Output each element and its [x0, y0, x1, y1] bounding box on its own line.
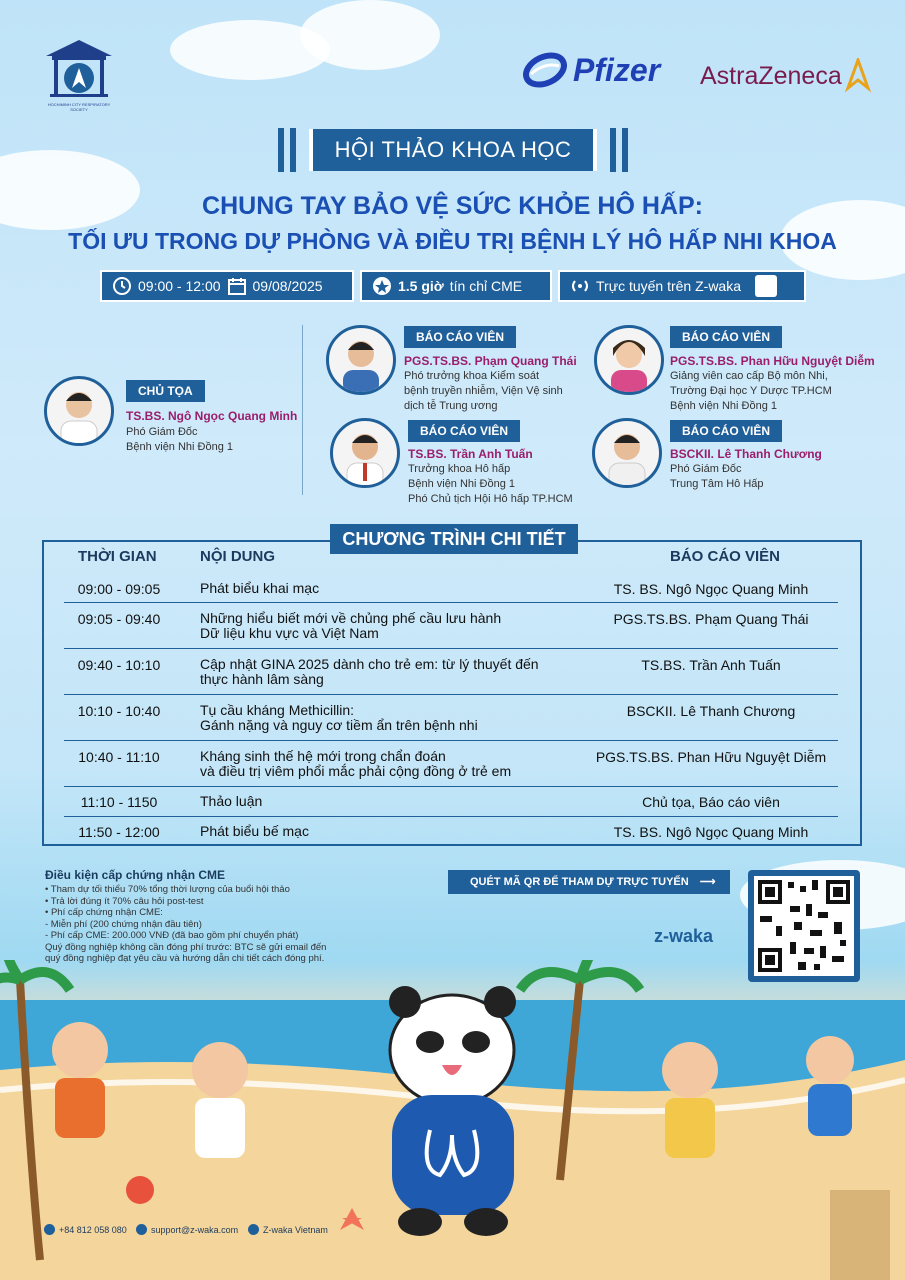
row-time: 09:00 - 09:05	[77, 581, 161, 597]
phone-icon	[44, 1224, 55, 1235]
cme-line: - Miễn phí (200 chứng nhận đầu tiên)	[45, 918, 202, 930]
facebook-text: Z-waka Vietnam	[263, 1224, 328, 1235]
sandcastle	[830, 1190, 890, 1280]
row-content: Phát biểu bế mạc	[200, 823, 309, 839]
cme-credit-bar	[360, 270, 552, 302]
zwaka-logo: z-waka	[654, 926, 714, 946]
speaker-tag: BÁO CÁO VIÊN	[404, 326, 516, 348]
speaker-name: PGS.TS.BS. Phạm Quang Thái	[404, 354, 577, 368]
chair-tag: CHỦ TỌA	[126, 380, 205, 402]
row-speaker: PGS.TS.BS. Phan Hữu Nguyệt Diễm	[595, 749, 827, 765]
schedule-header-content: NỘI DUNG	[200, 548, 275, 565]
cme-line: • Tham dự tối thiểu 70% tổng thời lượng của buổi hội thảo	[45, 884, 290, 895]
row-content-line2: Gánh nặng và nguy cơ tiềm ẩn trên bệnh nhi	[200, 717, 478, 733]
speaker-role-line3: Phó Chủ tịch Hội Hô hấp TP.HCM	[408, 493, 573, 505]
pfizer-logo	[523, 48, 660, 92]
facebook-icon	[248, 1224, 259, 1235]
calendar-icon	[227, 276, 247, 296]
time-date-bar	[100, 270, 354, 302]
row-content: Phát biểu khai mạc	[200, 580, 320, 596]
cme-credit-hours: 1.5 giờ	[398, 278, 444, 294]
speaker-name: PGS.TS.BS. Phan Hữu Nguyệt Diễm	[670, 354, 875, 368]
row-content-line2: Dữ liệu khu vực và Việt Nam	[200, 625, 379, 641]
schedule-header-speaker: BÁO CÁO VIÊN	[670, 548, 781, 565]
row-content: Những hiểu biết mới về chủng phế cầu lưu hành	[200, 610, 502, 626]
pfizer-mark-icon	[523, 48, 567, 92]
schedule-row	[64, 787, 838, 817]
schedule-row	[64, 695, 838, 741]
row-time: 09:40 - 10:10	[77, 657, 161, 673]
broadcast-icon	[570, 276, 590, 296]
speaker-role-line2: Trường Đại học Y Dược TP.HCM	[670, 385, 832, 397]
speaker-role-line2: Bệnh viện Nhi Đồng 1	[408, 478, 516, 490]
clock-icon	[112, 276, 132, 296]
chair-role-line1: Phó Giám Đốc	[126, 426, 198, 438]
row-content: Thảo luận	[200, 793, 263, 809]
cme-conditions-title: Điều kiện cấp chứng nhận CME	[45, 868, 226, 882]
event-type-banner	[278, 128, 628, 172]
chair-avatar	[44, 376, 114, 446]
schedule-row	[64, 649, 838, 695]
cme-line: • Trả lời đúng ít 70% câu hỏi post-test	[45, 895, 204, 907]
speaker-role-line1: Giảng viên cao cấp Bộ môn Nhi,	[670, 370, 828, 382]
row-speaker: PGS.TS.BS. Phạm Quang Thái	[613, 611, 809, 627]
speaker-avatar	[592, 418, 662, 488]
hcmc-logo-text: HOCHIMINH CITY RESPIRATORY SOCIETY	[47, 102, 111, 112]
banner-stripe	[622, 128, 628, 172]
section-divider	[302, 325, 303, 495]
row-speaker: TS.BS. Trần Anh Tuấn	[641, 657, 781, 673]
event-title-line1: CHUNG TAY BẢO VỆ SỨC KHỎE HÔ HẤP:	[202, 192, 703, 220]
event-title-line2: TỐI ƯU TRONG DỰ PHÒNG VÀ ĐIỀU TRỊ BỆNH LÝ HÔ HẤP NHI KHOA	[68, 228, 837, 254]
email-icon	[136, 1224, 147, 1235]
row-content-line2: và điều trị viêm phổi mắc phải cộng đồng ở trẻ em	[200, 763, 512, 779]
speaker-role-line1: Phó trưởng khoa Kiểm soát	[404, 370, 540, 382]
speaker-role-line3: dịch tễ Trung ương	[404, 400, 498, 412]
schedule-title: CHƯƠNG TRÌNH CHI TIẾT	[330, 524, 578, 554]
row-time: 11:50 - 12:00	[78, 824, 160, 840]
speaker-role-line2: Trung Tâm Hô Hấp	[670, 478, 764, 490]
chair-name: TS.BS. Ngô Ngọc Quang Minh	[126, 409, 298, 423]
schedule-row	[64, 817, 838, 845]
contact-phone[interactable]	[44, 1224, 127, 1235]
schedule-row	[64, 575, 838, 603]
cme-conditions-list	[45, 884, 326, 965]
contact-facebook[interactable]	[248, 1224, 328, 1235]
speaker-avatar	[594, 325, 664, 395]
speaker-avatar	[326, 325, 396, 395]
row-content: Tụ cầu kháng Methicillin:	[200, 702, 355, 718]
contact-email[interactable]	[136, 1224, 238, 1235]
row-speaker: TS. BS. Ngô Ngọc Quang Minh	[613, 581, 809, 597]
cme-line: Quý đồng nghiệp không cần đóng phí trước: BTC sẽ gửi email đến	[45, 941, 327, 953]
row-content-line2: thực hành lâm sàng	[200, 671, 324, 687]
banner-label: HỘI THẢO KHOA HỌC	[309, 129, 598, 171]
crab	[126, 1176, 154, 1204]
event-date: 09/08/2025	[252, 278, 323, 294]
schedule-row	[64, 603, 838, 649]
speaker-role-line1: Phó Giám Đốc	[670, 463, 742, 475]
row-speaker: TS. BS. Ngô Ngọc Quang Minh	[613, 824, 809, 840]
online-platform-text: Trực tuyến trên Z-waka	[596, 278, 742, 294]
online-platform-bar	[558, 270, 806, 302]
row-content: Kháng sinh thế hệ mới trong chẩn đoán	[200, 748, 446, 764]
badge-star-icon	[372, 276, 392, 296]
qr-instruction-text: QUÉT MÃ QR ĐỂ THAM DỰ TRỰC TUYẾN	[470, 876, 689, 888]
email-text: support@z-waka.com	[151, 1224, 239, 1235]
row-speaker: Chủ tọa, Báo cáo viên	[642, 794, 780, 810]
cme-line: - Phí cấp CME: 200.000 VNĐ (đã bao gồm phí chuyển phát)	[45, 930, 299, 941]
row-time: 11:10 - 1150	[80, 794, 158, 810]
panda-mascot	[389, 986, 516, 1236]
speaker-tag: BÁO CÁO VIÊN	[670, 420, 782, 442]
row-time: 09:05 - 09:40	[77, 611, 161, 627]
banner-stripe	[278, 128, 284, 172]
event-time: 09:00 - 12:00	[138, 278, 221, 294]
row-speaker: BSCKII. Lê Thanh Chương	[626, 703, 796, 719]
astrazeneca-mark-icon	[844, 58, 872, 94]
speaker-name: BSCKII. Lê Thanh Chương	[670, 447, 822, 461]
speaker-tag: BÁO CÁO VIÊN	[408, 420, 520, 442]
cme-credit-unit: tín chỉ CME	[449, 278, 523, 294]
row-time: 10:40 - 11:10	[78, 749, 160, 765]
banner-stripe	[290, 128, 296, 172]
schedule-header-time: THỜI GIAN	[78, 548, 157, 565]
speaker-role-line1: Trưởng khoa Hô hấp	[408, 463, 511, 475]
phone-text: +84 812 058 080	[59, 1224, 127, 1235]
speaker-name: TS.BS. Trần Anh Tuấn	[408, 447, 533, 461]
speaker-role-line3: Bệnh viện Nhi Đồng 1	[670, 400, 778, 412]
speaker-role-line2: bệnh truyền nhiễm, Viện Vệ sinh	[404, 385, 563, 397]
qr-instruction-bar	[448, 870, 730, 894]
chair-role-line2: Bệnh viện Nhi Đồng 1	[126, 441, 234, 453]
row-content: Cập nhật GINA 2025 dành cho trẻ em: từ lý thuyết đến	[200, 656, 539, 672]
cme-line: quý đồng nghiệp đạt yêu cầu và hướng dẫn chi tiết cách đóng phí.	[45, 953, 325, 964]
row-time: 10:10 - 10:40	[77, 703, 161, 719]
banner-stripe	[610, 128, 616, 172]
schedule-row	[64, 741, 838, 787]
speaker-tag: BÁO CÁO VIÊN	[670, 326, 782, 348]
speaker-avatar	[330, 418, 400, 488]
cme-line: • Phí cấp chứng nhận CME:	[45, 907, 163, 918]
cloud-decoration	[300, 0, 440, 70]
astrazeneca-logo	[700, 58, 872, 94]
pfizer-wordmark: Pfizer	[573, 51, 661, 88]
arrow-right-icon: ⟶	[699, 876, 716, 888]
zwaka-app-icon	[755, 275, 777, 297]
hcmc-respiratory-society-logo	[42, 38, 116, 112]
astrazeneca-wordmark: AstraZeneca	[700, 61, 842, 90]
